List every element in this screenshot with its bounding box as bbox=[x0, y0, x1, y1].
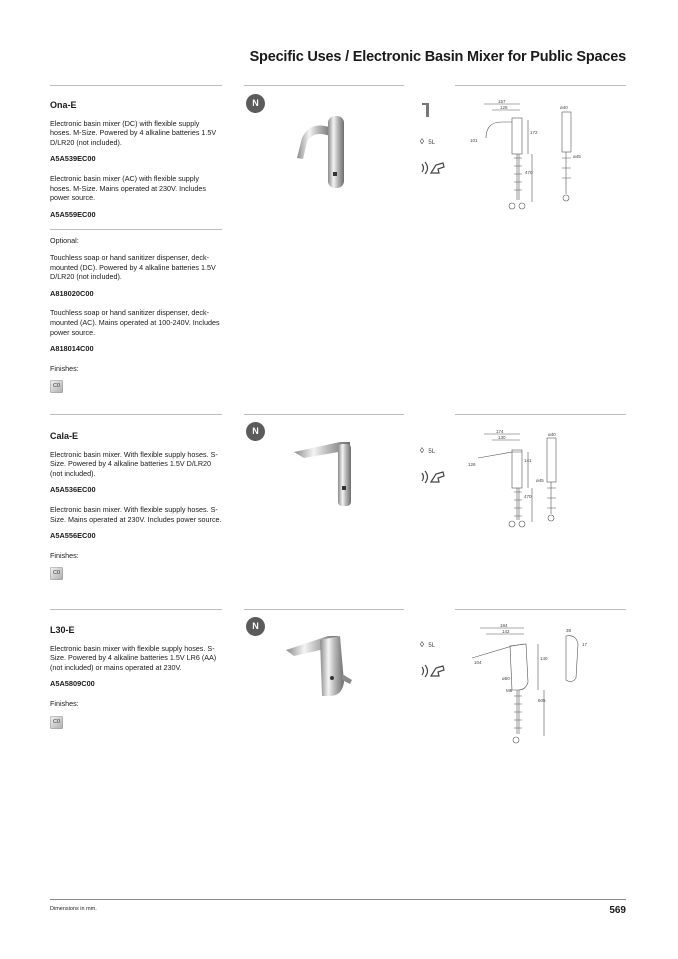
section-divider bbox=[455, 85, 626, 86]
feature-icons bbox=[420, 634, 450, 685]
new-badge: N bbox=[246, 94, 265, 113]
section-divider bbox=[50, 609, 222, 610]
dimensions-note: Dimensions in mm. bbox=[50, 906, 97, 912]
cala-e-faucet-image bbox=[280, 428, 390, 518]
dimension-label: ø40 bbox=[560, 105, 568, 110]
flow-rate-label: 5L bbox=[428, 140, 436, 146]
finish-swatch-chrome: C0 bbox=[50, 716, 63, 729]
section-divider bbox=[455, 414, 626, 415]
variant-description: Electronic basin mixer (DC) with flexible supply hoses. M-Size. Powered by 4 alkaline batteries 1.5V D/LR20 (not included). bbox=[50, 118, 217, 147]
water-drop-icon: ◊ bbox=[420, 446, 424, 455]
l30-e-technical-drawing bbox=[462, 622, 612, 747]
faucet-pictogram-icon bbox=[420, 100, 436, 120]
finishes-label: Finishes: bbox=[50, 698, 79, 708]
dimension-label: 17 bbox=[582, 642, 588, 647]
feature-icons bbox=[420, 100, 450, 182]
section-divider bbox=[50, 85, 222, 86]
section-divider bbox=[50, 414, 222, 415]
section-divider bbox=[455, 609, 626, 610]
variant-description: Electronic basin mixer (AC) with flexible supply hoses. M-Size. Mains operated at 230V. Includes power source. bbox=[50, 173, 206, 203]
optional-label: Optional: bbox=[50, 236, 79, 246]
flow-rate bbox=[420, 634, 450, 652]
product-code: A5A539EC00 bbox=[50, 154, 96, 164]
water-drop-icon: ◊ bbox=[420, 137, 424, 146]
dimension-label: 172 bbox=[530, 130, 538, 135]
dimension-label: 101 bbox=[470, 138, 478, 143]
finishes-label: Finishes: bbox=[50, 550, 79, 560]
new-badge: N bbox=[246, 422, 265, 441]
dimension-label: ø45 bbox=[536, 478, 544, 483]
dimension-label: ø50 bbox=[502, 676, 510, 681]
product-l30-e bbox=[50, 626, 222, 729]
dimension-label: 157 bbox=[498, 99, 506, 104]
dimension-label: 38 bbox=[566, 628, 572, 633]
dimension-label: 104 bbox=[474, 660, 482, 665]
dimension-label: 142 bbox=[502, 629, 510, 634]
flow-rate-label: 5L bbox=[428, 643, 436, 649]
dimension-label: ø40 bbox=[548, 432, 556, 437]
new-badge: N bbox=[246, 617, 265, 636]
l30-e-faucet-image bbox=[280, 622, 390, 712]
cala-e-technical-drawing bbox=[462, 428, 612, 533]
dimension-label: 174 bbox=[496, 429, 504, 434]
section-divider bbox=[244, 414, 404, 415]
product-title: Cala-E bbox=[50, 431, 79, 441]
touchless-sensor-icon bbox=[420, 159, 446, 177]
dimension-label: 184 bbox=[500, 623, 508, 628]
dimension-label: 470 bbox=[524, 494, 532, 499]
dimension-label: 470 bbox=[525, 170, 533, 175]
section-divider bbox=[244, 609, 404, 610]
section-divider bbox=[244, 85, 404, 86]
dimension-label: 605 bbox=[538, 698, 546, 703]
dimension-label: 126 bbox=[468, 462, 476, 467]
feature-icons bbox=[420, 440, 450, 491]
footer-divider bbox=[50, 899, 626, 900]
touchless-sensor-icon bbox=[420, 662, 446, 680]
dimension-label: 140 bbox=[540, 656, 548, 661]
product-code: A5A5809C00 bbox=[50, 679, 95, 689]
product-code: A5A559EC00 bbox=[50, 209, 96, 219]
flow-rate bbox=[420, 440, 450, 458]
page-title: Specific Uses / Electronic Basin Mixer for Public Spaces bbox=[249, 49, 626, 65]
page-number: 569 bbox=[609, 905, 626, 916]
product-title: Ona-E bbox=[50, 100, 77, 110]
product-title: L30-E bbox=[50, 625, 75, 635]
product-code: A818020C00 bbox=[50, 288, 94, 298]
variant-description: Electronic basin mixer with flexible supply hoses. S-Size. Powered by 4 alkaline batteries 1.5V LR6 (AA) (not included) or mains operated at 230V. bbox=[50, 643, 217, 672]
flow-rate-label: 5L bbox=[428, 449, 436, 455]
finishes-label: Finishes: bbox=[50, 363, 79, 373]
product-ona-e bbox=[50, 101, 222, 393]
optional-description: Touchless soap or hand sanitizer dispenser, deck-mounted (DC). Powered by 4 alkaline batteries 1.5V D/LR20 (not included). bbox=[50, 252, 216, 282]
dimension-label: 125 bbox=[500, 105, 508, 110]
water-drop-icon: ◊ bbox=[420, 640, 424, 649]
flow-rate bbox=[420, 131, 450, 149]
product-code: A5A556EC00 bbox=[50, 531, 96, 541]
variant-description: Electronic basin mixer. With flexible supply hoses. S-Size. Mains operated at 230V. Includes power source. bbox=[50, 504, 222, 524]
variant-description: Electronic basin mixer. With flexible supply hoses. S-Size. Powered by 4 alkaline batteries 1.5V D/LR20 (not included). bbox=[50, 449, 218, 478]
optional-description: Touchless soap or hand sanitizer dispenser, deck-mounted (AC). Mains operated at 100-240V. Includes power source. bbox=[50, 308, 220, 337]
ona-e-technical-drawing bbox=[462, 98, 612, 218]
dimension-label: 130 bbox=[498, 435, 506, 440]
finish-swatch-chrome: C0 bbox=[50, 380, 63, 393]
dimension-label: M8 bbox=[506, 688, 513, 693]
product-cala-e bbox=[50, 432, 222, 580]
product-code: A818014C00 bbox=[50, 344, 94, 354]
touchless-sensor-icon bbox=[420, 468, 446, 486]
dimension-label: ø45 bbox=[573, 154, 581, 159]
optional-divider bbox=[50, 229, 222, 230]
dimension-label: 141 bbox=[524, 458, 532, 463]
ona-e-faucet-image bbox=[280, 98, 390, 198]
finish-swatch-chrome: C0 bbox=[50, 567, 63, 580]
product-code: A5A536EC00 bbox=[50, 485, 96, 495]
